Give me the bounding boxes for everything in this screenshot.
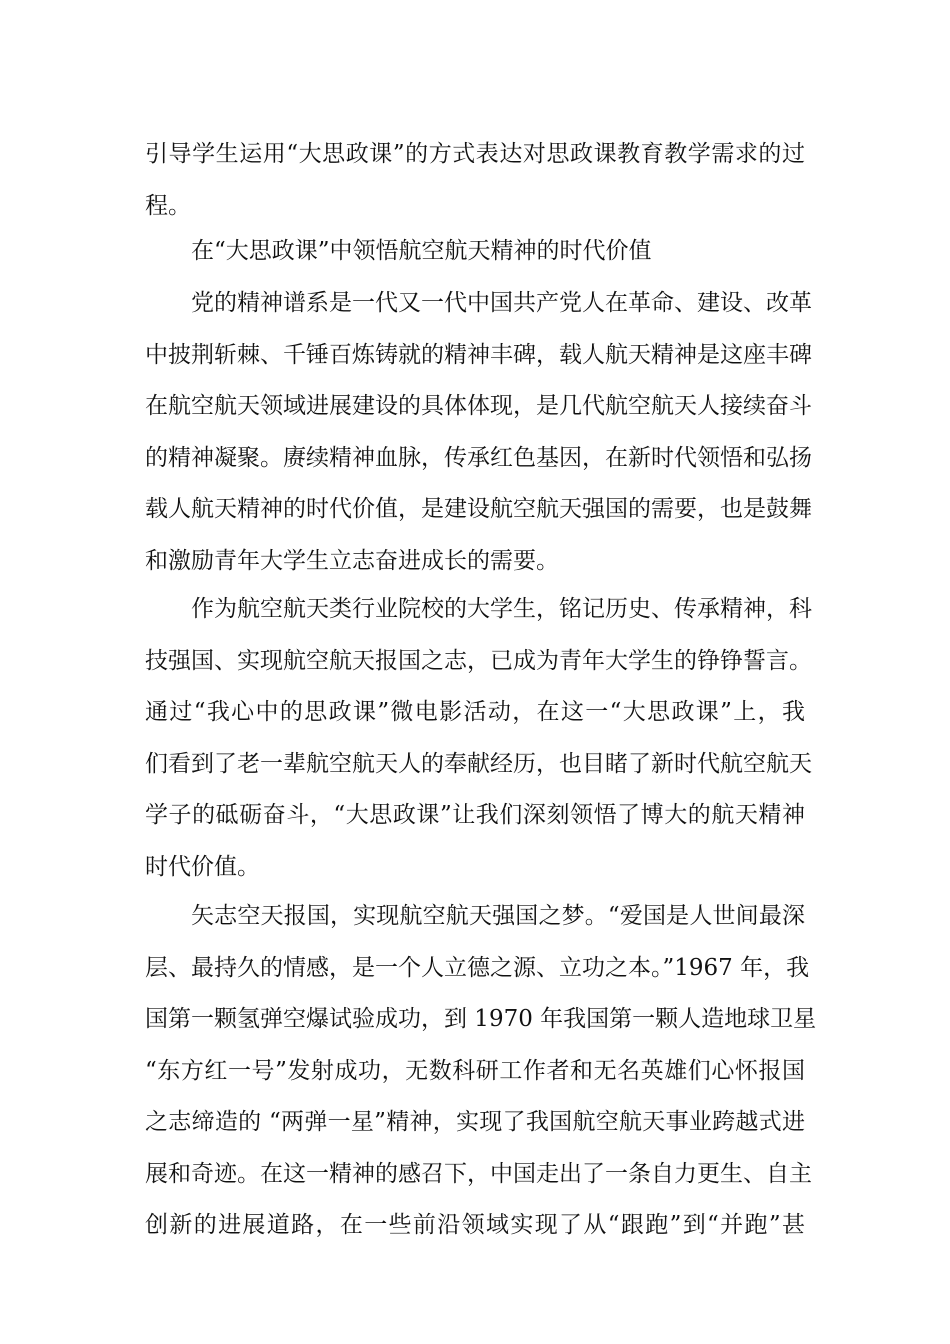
text-line: 展和奇迹。在这一精神的感召下，中国走出了一条自力更生、自主 [145, 1160, 812, 1187]
paragraph-aerospace-dream [145, 891, 817, 1252]
text-line: 作为航空航天类行业院校的大学生，铭记历史、传承精神，科 [191, 596, 812, 622]
text-line: 载人航天精神的时代价值，是建设航空航天强国的需要，也是鼓舞 [145, 496, 812, 522]
text-line: 创新的进展道路，在一些前沿领域实现了从“跟跑”到“并跑”甚 [145, 1212, 805, 1238]
paragraph-students [145, 584, 812, 893]
text-line: 和激励青年大学生立志奋进成长的需要。 [145, 547, 559, 574]
paragraph-spirit-lineage [145, 278, 812, 587]
paragraph-continuation [145, 129, 805, 232]
heading-text: 在“大思政课”中领悟航空航天精神的时代价值 [191, 238, 652, 264]
text-line: 通过“我心中的思政课”微电影活动，在这一“大思政课”上，我 [145, 699, 805, 725]
text-line: 在航空航天领域进展建设的具体体现，是几代航空航天人接续奋斗 [145, 393, 812, 419]
text-line: 之志缔造的 “两弹一星”精神，实现了我国航空航天事业跨越式进 [145, 1109, 805, 1135]
text-line: 技强国、实现航空航天报国之志，已成为青年大学生的铮铮誓言。 [145, 647, 812, 674]
text-line: 时代价值。 [145, 853, 260, 880]
text-line: “东方红一号”发射成功，无数科研工作者和无名英雄们心怀报国 [145, 1057, 805, 1084]
text-line: 国第一颗氢弹空爆试验成功，到 1970 年我国第一颗人造地球卫星 [145, 1006, 817, 1032]
text-line: 党的精神谱系是一代又一代中国共产党人在革命、建设、改革 [191, 290, 812, 316]
text-line: 矢志空天报国，实现航空航天强国之梦。“爱国是人世间最深 [191, 903, 805, 929]
text-line: 引导学生运用“大思政课”的方式表达对思政课教育教学需求的过 [145, 141, 805, 167]
text-line: 中披荆斩棘、千锤百炼铸就的精神丰碑，载人航天精神是这座丰碑 [145, 341, 812, 368]
text-line: 的精神凝聚。赓续精神血脉，传承红色基因，在新时代领悟和弘扬 [145, 444, 812, 471]
text-line: 学子的砥砺奋斗，“大思政课”让我们深刻领悟了博大的航天精神 [145, 802, 805, 828]
text-line: 层、最持久的情感，是一个人立德之源、立功之本。”1967 年，我 [145, 954, 810, 981]
text-line: 们看到了老一辈航空航天人的奉献经历，也目睹了新时代航空航天 [145, 750, 812, 777]
text-line: 程。 [145, 192, 191, 219]
section-heading [145, 226, 805, 278]
